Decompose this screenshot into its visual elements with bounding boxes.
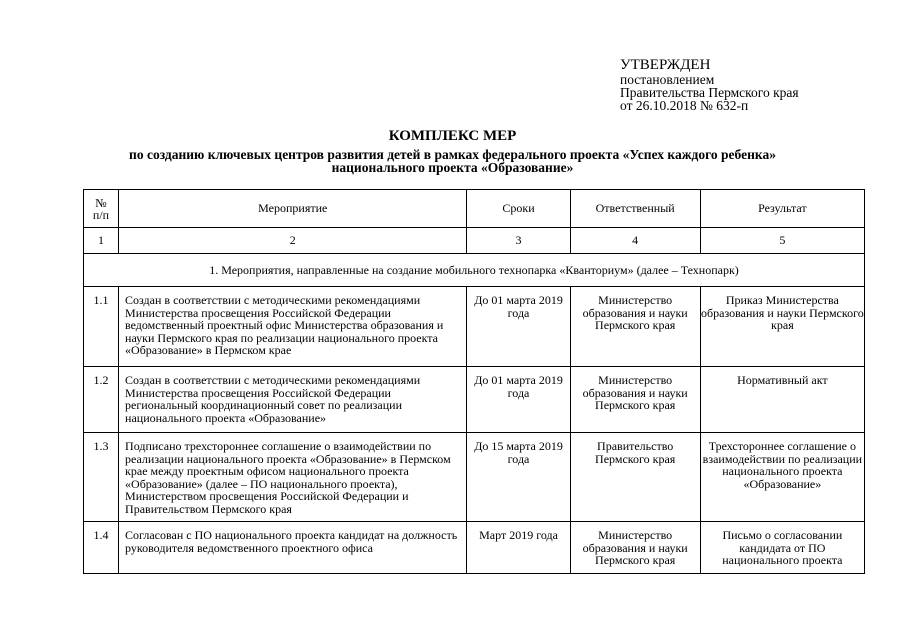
subtitle-line: по созданию ключевых центров развития детей в рамках федерального проекта «Успех каждого ребенка»: [129, 147, 776, 162]
column-index: 5: [700, 228, 864, 254]
row-term: Март 2019 года: [467, 522, 570, 574]
approval-heading: УТВЕРЖДЕН: [620, 57, 711, 73]
approval-line: от 26.10.2018 № 632-п: [620, 98, 749, 113]
approval-line: постановлением: [620, 72, 715, 87]
measures-table: [83, 189, 865, 574]
section-title: 1. Мероприятия, направленные на создание мобильного технопарка «Кванториум» (далее – Технопарк): [84, 254, 865, 287]
row-number: 1.4: [84, 522, 119, 574]
row-result: Приказ Министерства образования и науки Пермского края: [700, 287, 864, 367]
column-index: 3: [467, 228, 570, 254]
table-index-row: [84, 228, 865, 254]
row-result: Нормативный акт: [700, 367, 864, 433]
table-row: [84, 522, 865, 574]
column-index: 4: [570, 228, 700, 254]
row-activity: Создан в соответствии с методическими рекомендациями Министерства просвещения Российской Федерации региональный координационный совет по реализации национального проекта «Образование»: [119, 367, 467, 433]
row-number: 1.2: [84, 367, 119, 433]
header-term: Сроки: [467, 190, 570, 228]
row-number: 1.1: [84, 287, 119, 367]
row-responsible: Министерство образования и науки Пермского края: [570, 367, 700, 433]
header-result: Результат: [700, 190, 864, 228]
document-subtitle: [0, 148, 905, 174]
document-title: КОМПЛЕКС МЕР: [388, 128, 517, 144]
column-index: 1: [84, 228, 119, 254]
section-row: [84, 254, 865, 287]
row-responsible: Правительство Пермского края: [570, 433, 700, 522]
header-activity: Мероприятие: [119, 190, 467, 228]
header-num: [84, 190, 119, 228]
subtitle-line: национального проекта «Образование»: [331, 160, 574, 175]
approval-line: Правительства Пермского края: [620, 85, 799, 100]
header-num-line: п/п: [92, 207, 110, 222]
table-row: [84, 287, 865, 367]
row-activity: Согласован с ПО национального проекта кандидат на должность руководителя ведомственного проектного офиса: [119, 522, 467, 574]
table-row: [84, 367, 865, 433]
row-activity: Подписано трехстороннее соглашение о взаимодействии по реализации национального проекта «Образование» в Пермском крае между проектным офисом национального проекта «Образование» (далее – ПО национального проекта), Министерством просвещения Российской Федерации и Правительством Пермского края: [119, 433, 467, 522]
header-responsible: Ответственный: [570, 190, 700, 228]
row-term: До 01 марта 2019 года: [467, 367, 570, 433]
row-activity: Создан в соответствии с методическими рекомендациями Министерства просвещения Российской Федерации ведомственный проектный офис Министерства образования и науки Пермского края по реализации национального проекта «Образование» в Пермском крае: [119, 287, 467, 367]
header-num-line: №: [95, 195, 107, 210]
row-result: Письмо о согласовании кандидата от ПО национального проекта: [700, 522, 864, 574]
row-responsible: Министерство образования и науки Пермского края: [570, 522, 700, 574]
approval-stamp: [620, 58, 799, 112]
table-row: [84, 433, 865, 522]
row-term: До 15 марта 2019 года: [467, 433, 570, 522]
row-responsible: Министерство образования и науки Пермского края: [570, 287, 700, 367]
column-index: 2: [119, 228, 467, 254]
row-term: До 01 марта 2019 года: [467, 287, 570, 367]
row-number: 1.3: [84, 433, 119, 522]
table-header-row: [84, 190, 865, 228]
row-result: Трехстороннее соглашение о взаимодействии по реализации национального проекта «Образование»: [700, 433, 864, 522]
